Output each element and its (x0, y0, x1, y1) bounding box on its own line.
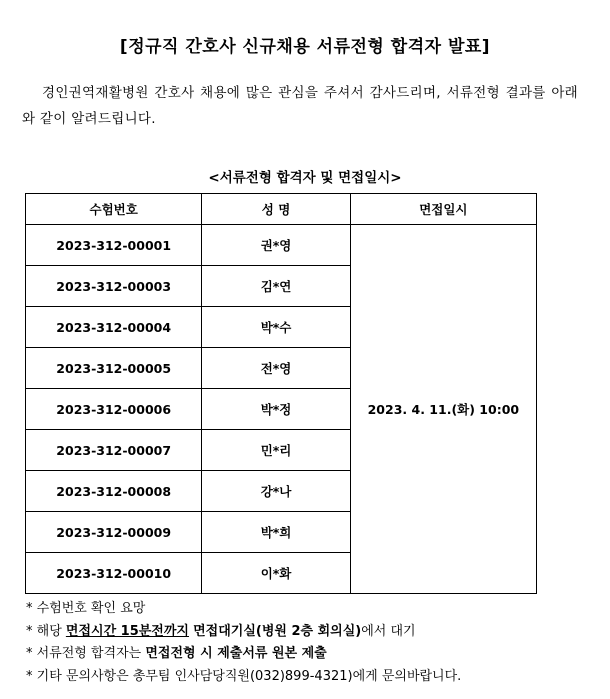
note-text: 에서 대기 (361, 623, 416, 639)
note-text: * 해당 (26, 623, 66, 639)
name-cell: 전*영 (202, 348, 350, 389)
name-cell: 박*정 (202, 389, 350, 430)
table-row (26, 225, 537, 266)
exam-number-cell: 2023-312-00009 (26, 512, 202, 553)
name-cell: 박*희 (202, 512, 350, 553)
name-cell: 민*리 (202, 430, 350, 471)
name-cell: 박*수 (202, 307, 350, 348)
exam-number-cell: 2023-312-00006 (26, 389, 202, 430)
interview-datetime-cell: 2023. 4. 11.(화) 10:00 (350, 225, 536, 594)
exam-number-cell: 2023-312-00003 (26, 266, 202, 307)
exam-number-cell: 2023-312-00008 (26, 471, 202, 512)
name-cell: 강*나 (202, 471, 350, 512)
exam-number-cell: 2023-312-00004 (26, 307, 202, 348)
page-title: [정규직 간호사 신규채용 서류전형 합격자 발표] (119, 37, 491, 57)
note-contact: * 기타 문의사항은 총무팀 인사담당직원(032)899-4321)에게 문의바랍니다. (26, 668, 462, 684)
results-table (25, 193, 537, 594)
name-cell: 이*화 (202, 553, 350, 594)
exam-number-cell: 2023-312-00001 (26, 225, 202, 266)
exam-number-cell: 2023-312-00007 (26, 430, 202, 471)
note-emphasis-time: 면접시간 15분전까지 (65, 623, 189, 639)
name-cell: 김*연 (202, 266, 350, 307)
table-header-row (26, 194, 537, 225)
note-emphasis-documents: 면접전형 시 제출서류 원본 제출 (145, 646, 327, 661)
intro-paragraph: 경인권역재활병원 간호사 채용에 많은 관심을 주셔서 감사드리며, 서류전형 결과를 아래와 같이 알려드립니다. (22, 85, 578, 127)
note-waiting-room (26, 621, 461, 644)
table-caption: <서류전형 합격자 및 면접일시> (208, 170, 402, 186)
note-documents (26, 643, 461, 666)
note-emphasis-room: 면접대기실(병원 2층 회의실) (193, 623, 362, 639)
note-exam-number: * 수험번호 확인 요망 (26, 601, 146, 616)
exam-number-cell: 2023-312-00005 (26, 348, 202, 389)
header-exam-number: 수험번호 (26, 194, 202, 225)
header-interview-datetime: 면접일시 (350, 194, 536, 225)
note-text: * 서류전형 합격자는 (26, 646, 146, 661)
exam-number-cell: 2023-312-00010 (26, 553, 202, 594)
name-cell: 권*영 (202, 225, 350, 266)
header-name: 성 명 (202, 194, 350, 225)
notes-list (26, 598, 461, 688)
